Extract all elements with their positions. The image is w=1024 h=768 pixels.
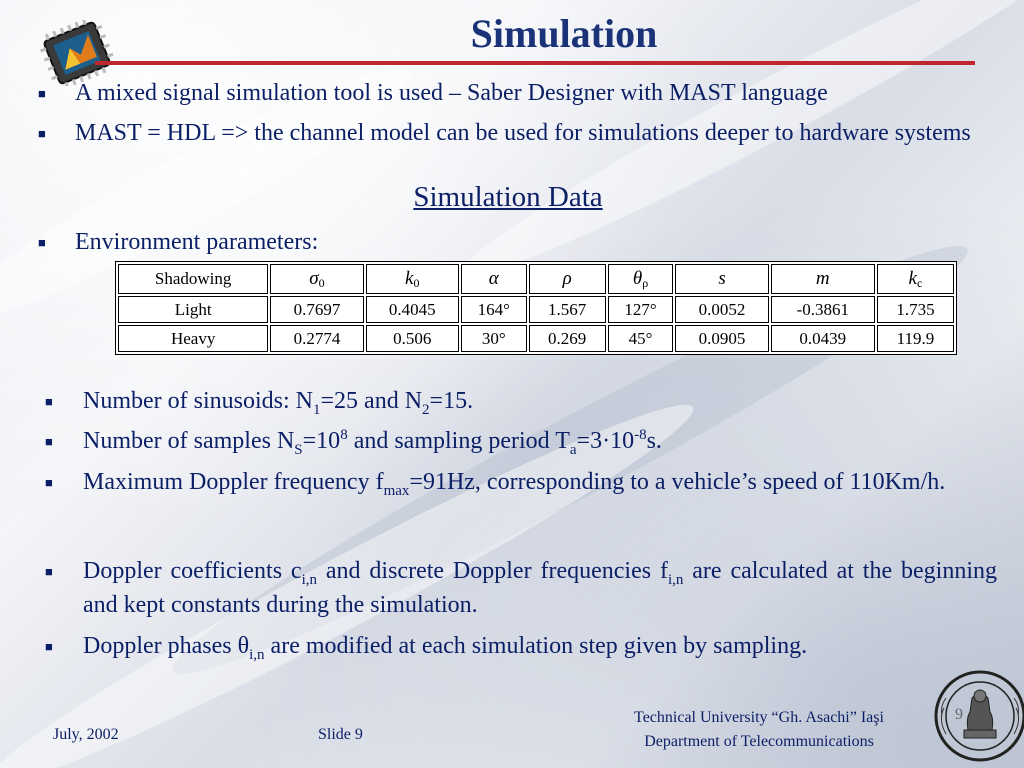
table-cell: 0.2774 [270,325,363,352]
footer-slide-number: Slide 9 [318,726,363,743]
bullet-mast-hdl [38,117,988,150]
bullet-sinusoids [45,384,997,418]
bullet-square-icon: ■ [45,394,53,409]
table-cell: 119.9 [877,325,954,352]
table-header-cell: k0 [366,264,459,294]
table-header-cell: s [675,264,768,294]
table-header-cell: kc [877,264,954,294]
table-cell: 0.0905 [675,325,768,352]
footer-university-name: Technical University “Gh. Asachi” Iaşi [634,709,884,726]
bullet-doppler-max [45,465,997,499]
table-header-cell: σ0 [270,264,363,294]
table-header-cell: Shadowing [118,264,268,294]
slide-title: Simulation [470,11,658,56]
table-cell: 1.567 [529,296,606,323]
table-cell: 0.269 [529,325,606,352]
bullet-square-icon: ■ [45,475,53,490]
table-cell: 0.506 [366,325,459,352]
bullet-text: MAST = HDL => the channel model can be used for simulations deeper to hardware systems [75,120,971,146]
table-cell: 0.0439 [771,325,875,352]
table-cell: 0.7697 [270,296,363,323]
title-underline-rule [95,61,975,65]
bullet-text: Number of samples $N_S=10^8$ and sampling period $T_a=3\cdot 10^{-8}s$. [83,427,662,458]
bullet-square-icon: ■ [38,86,46,101]
table-row [118,325,954,352]
table-header-cell: θρ [608,264,674,294]
table-row-label: Light [118,296,268,323]
bullet-square-icon: ■ [38,126,46,141]
bullet-text: Doppler phases $\theta_{i,n}$ are modified at each simulation step given by sampling. [83,633,808,663]
table-cell: 127° [608,296,674,323]
section-heading: Simulation Data [413,181,603,213]
table-cell: 0.0052 [675,296,768,323]
bullet-square-icon: ■ [38,235,46,250]
table-cell: 1.735 [877,296,954,323]
bullet-text: Maximum Doppler frequency $f_{max}=91Hz$, corresponding to a vehicle’s speed of 110Km/h. [83,469,946,499]
table-cell: 0.4045 [366,296,459,323]
table-row-label: Heavy [118,325,268,352]
table-cell: 30° [461,325,527,352]
table-header-row [118,264,954,294]
footer-university [596,706,922,754]
table-cell: 45° [608,325,674,352]
bullet-doppler-phases [45,629,997,663]
footer-date: July, 2002 [53,726,119,743]
table-header-cell: m [771,264,875,294]
footer-page-number: 9 [955,706,963,723]
bullet-square-icon: ■ [45,639,53,654]
table-header-cell: ρ [529,264,606,294]
table-cell: -0.3861 [771,296,875,323]
bullet-text: A mixed signal simulation tool is used – Saber Designer with MAST language [75,80,828,106]
environment-parameters-table [115,261,957,355]
bullet-square-icon: ■ [45,564,53,579]
bullet-environment [38,226,988,259]
university-seal-icon [932,668,1024,764]
bullet-text: Environment parameters: [75,229,319,255]
bullet-square-icon: ■ [45,434,53,449]
table-cell: 164° [461,296,527,323]
bullet-text: Number of sinusoids: $N_1=25$ and $N_2=15$. [83,388,474,418]
bullet-doppler-coefficients [45,554,997,622]
bullet-samples [45,424,997,458]
bullet-saber-tool [38,77,988,110]
table-header-cell: α [461,264,527,294]
footer-department: Department of Telecommunications [644,733,874,750]
table-row [118,296,954,323]
bullet-text: Doppler coefficients $c_{i,n}$ and discrete Doppler frequencies $f_{i,n}$ are calculated at the beginning and kept constants during the simulation. [83,558,997,618]
